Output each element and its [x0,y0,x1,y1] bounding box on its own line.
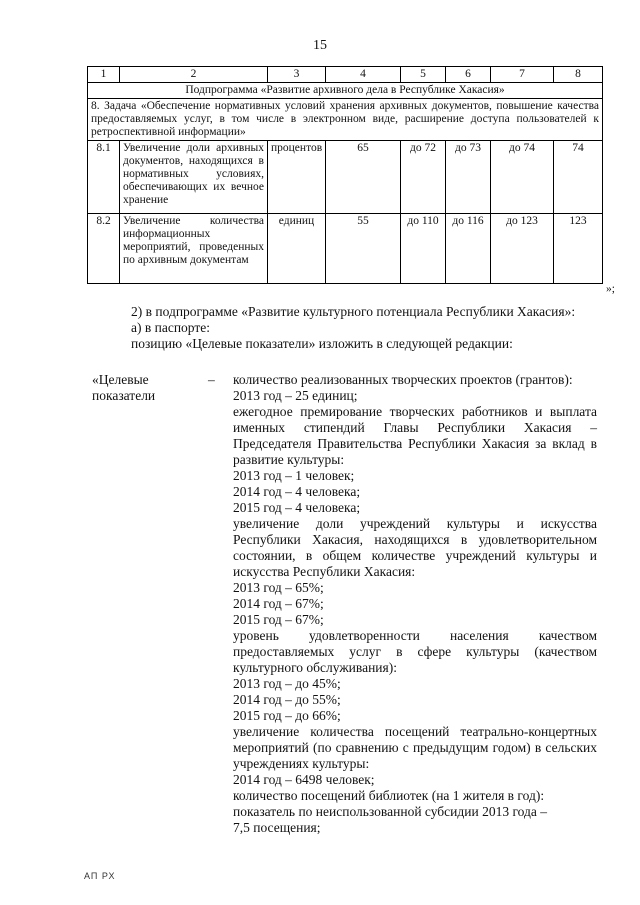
indicator-line: 2015 год – до 66%; [233,708,341,723]
amendment-paragraph: позицию «Целевые показатели» изложить в следующей редакции: [131,336,513,351]
table-row [88,214,603,284]
row-unit: единиц [268,214,326,284]
col-header: 1 [88,67,120,83]
row-unit: процентов [268,141,326,214]
label-line: «Целевые [92,372,149,387]
indicator-line: 2013 год – 1 человек; [233,468,355,483]
row-name: Увеличение доли архивных документов, находящихся в нормативных условиях, обеспечивающих их вечное хранение [120,141,268,214]
indicator-line: ежегодное премирование творческих работников и выплата именных стипендий Главы Республики Хакасия – Председателя Правительства Республики Хакасия за вклад в развитие культуры: [233,404,597,467]
row-target: 123 [554,214,603,284]
amendment-paragraph: 2) в подпрограмме «Развитие культурного потенциала Республики Хакасия»: [131,304,576,319]
indicator-line: 2015 год – 4 человека; [233,500,361,515]
col-header: 4 [326,67,401,83]
row-2013: до 110 [401,214,446,284]
indicator-line: 2013 год – 65%; [233,580,324,595]
col-header: 8 [554,67,603,83]
row-base: 65 [326,141,401,214]
page-number: 15 [313,38,327,53]
indicator-line: количество реализованных творческих проектов (грантов): [233,372,573,387]
indicator-line: 2014 год – 6498 человек; [233,772,375,787]
table-row [88,141,603,214]
indicator-line: количество посещений библиотек (на 1 жителя в год): [233,788,545,803]
indicators-label [92,372,155,404]
indicator-line: 7,5 посещения; [233,820,321,835]
indicator-line: 2015 год – 67%; [233,612,324,627]
col-header: 2 [120,67,268,83]
table-header-row [88,67,603,83]
col-header: 3 [268,67,326,83]
indicators-table [87,66,603,284]
indicator-line: увеличение доли учреждений культуры и искусства Республики Хакасия, находящихся в удовлетворительном состоянии, в общем количестве учреждений культуры и искусства Республики Хакасия: [233,516,597,579]
closing-quote: »; [606,283,615,295]
indicator-line: увеличение количества посещений театрально-концертных мероприятий (по сравнению с предыдущим годом) в сельских учреждениях культуры: [233,724,597,771]
amendment-paragraph: а) в паспорте: [131,320,211,335]
indicator-line: показатель по неиспользованной субсидии 2013 года – [233,804,548,819]
col-header: 5 [401,67,446,83]
row-2014: до 73 [446,141,491,214]
row-target: 74 [554,141,603,214]
indicator-line: уровень удовлетворенности населения качеством предоставляемых услуг в сфере культуры (качеством культурного обслуживания): [233,628,597,675]
indicator-line: 2014 год – до 55%; [233,692,341,707]
task-description: 8. Задача «Обеспечение нормативных условий хранения архивных документов, повышение качества предоставляемых услуг, в том числе в электронном виде, расширение доступа пользователей к ретроспективной информации» [88,99,603,141]
row-2015: до 74 [491,141,554,214]
label-line: показатели [92,388,156,403]
indicator-line: 2014 год – 67%; [233,596,324,611]
col-header: 6 [446,67,491,83]
row-2013: до 72 [401,141,446,214]
row-2015: до 123 [491,214,554,284]
footer-mark: АП РХ [84,871,116,881]
indicator-line: 2013 год – 25 единиц; [233,388,358,403]
row-number: 8.2 [88,214,120,284]
row-name: Увеличение количества информационных мероприятий, проведенных по архивным документам [120,214,268,284]
row-number: 8.1 [88,141,120,214]
row-base: 55 [326,214,401,284]
indicator-line: 2014 год – 4 человека; [233,484,361,499]
indicators-text [233,372,597,836]
row-2014: до 116 [446,214,491,284]
col-header: 7 [491,67,554,83]
indicator-line: 2013 год – до 45%; [233,676,341,691]
subprogram-title: Подпрограмма «Развитие архивного дела в Республике Хакасия» [88,83,603,99]
label-dash: – [208,372,215,387]
